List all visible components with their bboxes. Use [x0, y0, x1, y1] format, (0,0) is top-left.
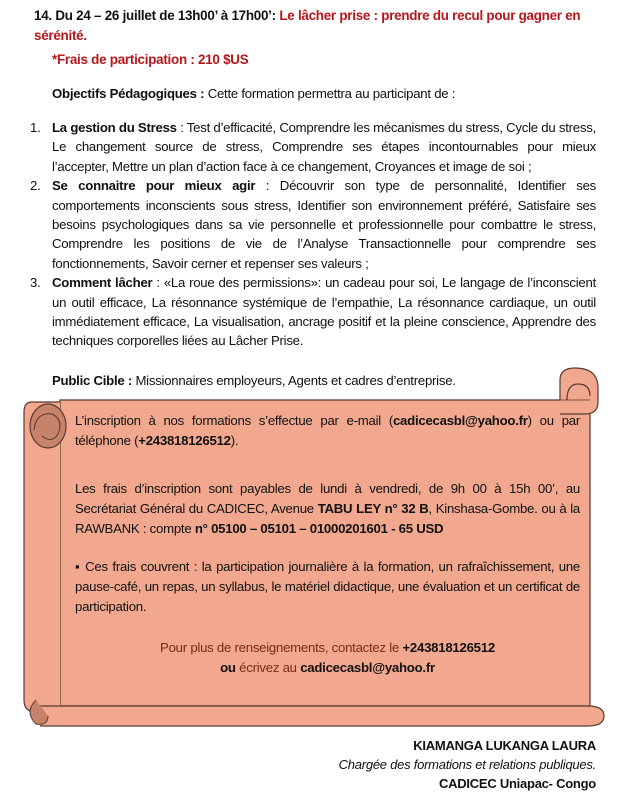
contact-line-2: [75, 658, 580, 678]
objectives-label: Objectifs Pédagogiques :: [52, 86, 205, 101]
phone-number[interactable]: +243818126512: [138, 433, 231, 448]
list-item-text: : Découvrir son type de personnalité, Identifier ses comportements inconscients sous stress, Identifier son environnement préféré, Satisfaire ses besoins psychologiques dans sa vie personnelle et professionnelle pour combattre le stress, Comprendre les positions de vie de l’Analyse Transactionnelle pour comprendre ses fonctionnements, Savoir cerner et repenser ses valeurs ;: [52, 178, 597, 271]
contact-email[interactable]: cadicecasbl@yahoo.fr: [300, 660, 435, 675]
office-address: TABU LEY n° 32 B: [317, 501, 429, 516]
list-item-title: Se connaitre pour mieux agir: [52, 178, 256, 194]
contact-phone[interactable]: +243818126512: [402, 640, 495, 655]
list-item-number: 1.: [30, 120, 41, 135]
signatory-organization: CADICEC Uniapac- Congo: [439, 776, 596, 791]
contact-text: Pour plus de renseignements, contactez le: [160, 640, 403, 655]
target-audience-text: Missionnaires employeurs, Agents et cadres d’entreprise.: [132, 373, 456, 388]
list-item-number: 2.: [30, 178, 41, 194]
bank-account: n° 05100 – 05101 – 01000201601 - 65 USD: [194, 521, 444, 536]
contact-or: ou: [220, 660, 236, 675]
payment-text: , Kinshasa-Gombe. ou à la RAWBANK : compte: [75, 501, 580, 536]
signatory-name: KIAMANGA LUKANGA LAURA: [413, 738, 596, 753]
scroll-left-curl: [30, 404, 66, 448]
fees-coverage-paragraph: ▪ Ces frais couvrent : la participation journalière à la formation, un rafraîchissement, une pause-café, un repas, un syllabus, le matériel didactique, une évaluation et un certificat de participation.: [75, 559, 580, 614]
registration-text: ).: [230, 433, 239, 448]
scroll-bottom-roll: [40, 706, 604, 726]
participation-fee: *Frais de participation : 210 $US: [52, 52, 249, 67]
list-item-title: Comment lâcher: [52, 275, 153, 291]
session-title: Le lâcher prise : prendre du recul pour gagner en sérénité.: [34, 8, 581, 43]
email-link[interactable]: cadicecasbl@yahoo.fr: [392, 413, 528, 428]
objectives-text: Cette formation permettra au participant de :: [207, 86, 456, 101]
registration-paragraph: [75, 411, 580, 451]
session-dates: Du 24 – 26 juillet de 13h00’ à 17h00’:: [55, 8, 276, 23]
signatory-role: Chargée des formations et relations publiques.: [338, 757, 596, 772]
contact-line: [75, 638, 580, 658]
registration-text: L’inscription à nos formations s’effectue par e-mail (: [75, 413, 393, 428]
contact-text: écrivez au: [235, 660, 301, 675]
list-item-number: 3.: [30, 275, 41, 291]
session-number: 14.: [34, 8, 52, 23]
list-item-text: : Test d’efficacité, Comprendre les mécanismes du stress, Cycle du stress, Le changement source de stress, Comprendre ses étapes incontournables pour mieux l’accepter, Mettre un plan d’action face à ce changement, Croyances et image de soi ;: [52, 120, 596, 174]
list-item-text: : «La roue des permissions»: un cadeau pour soi, Le langage de l’inconscient un outil efficace, La résonnance systémique de l’empathie, La résonnance cardiaque, un outil immédiatement efficace, La visualisation, ancrage positif et la pleine conscience, Apprendre des techniques corporelles liées au Lâcher Prise.: [52, 275, 596, 349]
registration-text: ) ou par téléphone (: [75, 413, 580, 448]
payment-paragraph: [75, 479, 580, 539]
target-audience-label: Public Cible :: [52, 373, 133, 388]
payment-text: Les frais d’inscription sont payables de lundi à vendredi, de 9h 00 à 15h 00’, au Secrétariat Général du CADICEC, Avenue: [75, 481, 580, 516]
list-item-title: La gestion du Stress: [52, 120, 177, 135]
scroll-top-curl: [560, 368, 598, 414]
scroll-left-roll: [24, 402, 60, 712]
